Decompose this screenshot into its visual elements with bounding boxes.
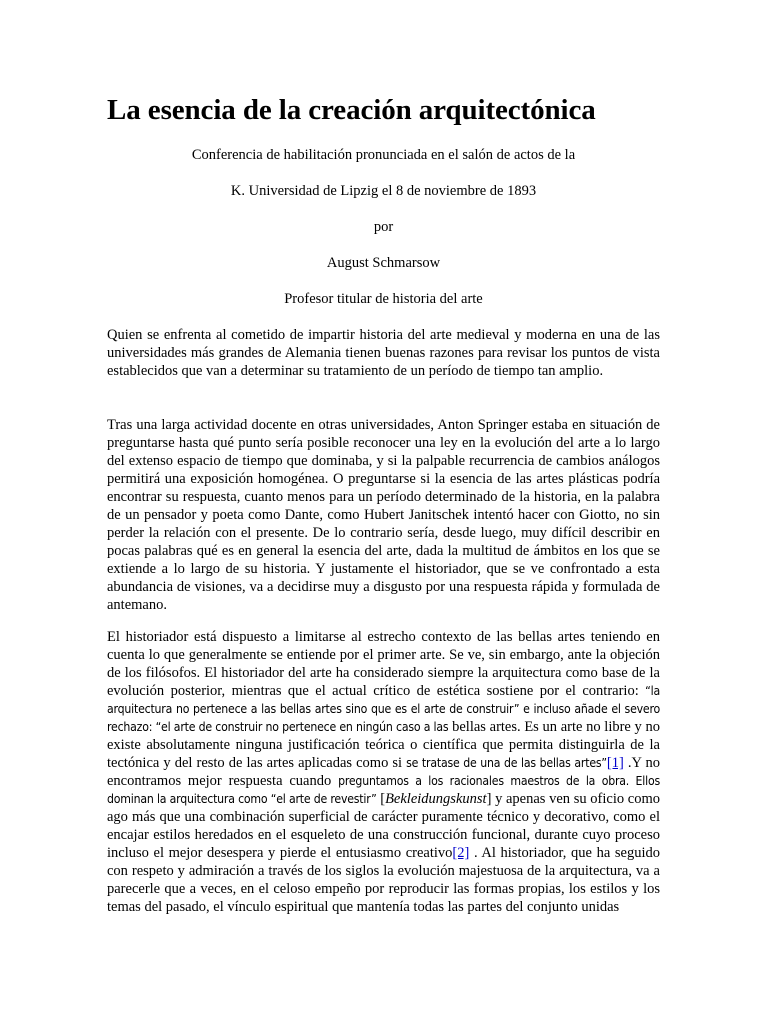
paragraph-3-text-d: [	[376, 791, 386, 807]
paragraph-3-text-c: .Y no encontramos mejor respuesta cuando	[107, 755, 660, 789]
quote-maestros: preguntamos a los racionales maestros de la obra. Ellos dominan la arquitectura como “el arte de revestir”	[107, 774, 660, 806]
paragraph-3-text-b: bellas artes. Es un arte no libre y no existe absolutamente ninguna justificación teórica o científica que permita distinguirla de la tectónica y del resto de las artes aplicadas como si	[107, 719, 660, 771]
paragraph-3-text-f: . Al historiador, que ha seguido con respeto y admiración a través de los siglos la evolución majestuosa de la arquitectura, va a parecerle que a veces, en el celoso empeño por reproducir las formas propias, los estilos y los temas del pasado, el vínculo espiritual que mantenía todas las partes del conjunto unidas	[107, 845, 660, 915]
paragraph-3	[107, 628, 660, 916]
quote-architecture: “la arquitectura no pertenece a las bellas artes sino que es el arte de construir” e incluso añade el severo rechazo: “el arte de construir no pertenece en ningún caso a las	[107, 684, 660, 734]
subtitle-line-2: K. Universidad de Lipzig el 8 de noviembre de 1893	[230, 183, 537, 199]
paragraph-3-text-e: ] y apenas ven su oficio como ago más que una combinación superficial de carácter puramente técnico y decorativo, como el encajar estilos heredados en el esqueleto de una construcción funcional, durante cuyo proceso incluso el mejor desespera y pierde el entusiasmo creativo	[107, 791, 660, 861]
quote-bellas-artes: se tratase de una de las bellas artes”	[406, 756, 607, 770]
author-name: August Schmarsow	[326, 255, 441, 271]
paragraph-2: Tras una larga actividad docente en otras universidades, Anton Springer estaba en situación de preguntarse hasta qué punto sería posible reconocer una ley en la evolución del arte a lo largo del extenso espacio de tiempo que dominaba, y si la palpable recurrencia de cambios análogos permitirá una exposición homogénea. O preguntarse si la esencia de las artes plásticas podría encontrar su respuesta, cuanto menos para un período determinado de la historia, en la palabra de un pensador y poeta como Dante, como Hubert Janitschek intentó hacer con Giotto, no sin perder la relación con el presente. De lo contrario sería, desde luego, muy difícil describir en pocas palabras qué es en general la esencia del arte, dada la multitud de ámbitos en los que se extiende a lo largo de su historia. Y justamente el historiador, que se ve confrontado a esta abundancia de visiones, va a decidirse muy a disgusto por una respuesta rápida y formulada de antemano.	[107, 417, 660, 613]
subtitle-by: por	[373, 219, 394, 235]
author-role: Profesor titular de historia del arte	[284, 291, 483, 307]
paragraph-1: Quien se enfrenta al cometido de impartir historia del arte medieval y moderna en una de las universidades más grandes de Alemania tienen buenas razones para revisar los puntos de vista establecidos que van a determinar su tratamiento de un período de tiempo tan amplio.	[107, 327, 660, 379]
paragraph-3-text-a: El historiador está dispuesto a limitarse al estrecho contexto de las bellas artes teniendo en cuenta lo que generalmente se entiende por el primer arte. Se ve, sin embargo, ante la objeción de los filósofos. El historiador del arte ha considerado siempre la arquitectura como base de la evolución posterior, mientras que el actual crítico de estética sostiene por el contrario:	[107, 629, 660, 699]
subtitle-line-1: Conferencia de habilitación pronunciada en el salón de actos de la	[191, 147, 576, 163]
footnote-link-1[interactable]: [1]	[606, 755, 624, 771]
footnote-link-2[interactable]: [2]	[452, 845, 470, 861]
term-bekleidungskunst: Bekleidungskunst	[385, 791, 487, 807]
document-title: La esencia de la creación arquitectónica	[107, 94, 596, 126]
